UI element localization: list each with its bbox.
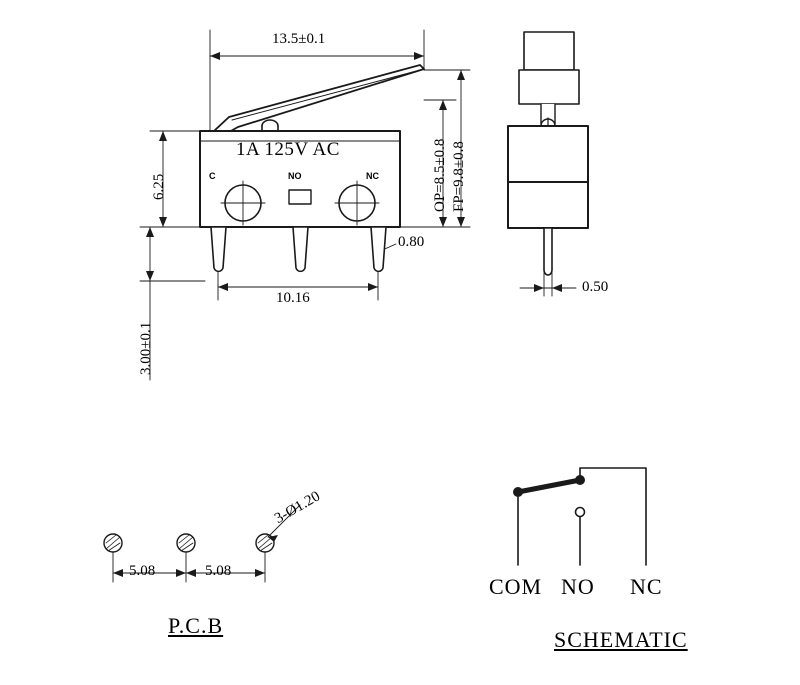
dim-op-height: OP=8.5±0.8 <box>432 138 448 212</box>
pcb-hole-note: 3-Ø1.20 <box>272 488 323 527</box>
schematic-view <box>513 468 646 565</box>
terminal-marking-nc: NC <box>366 171 379 181</box>
schematic-label-no: NO <box>561 574 595 599</box>
pcb-dim-1: 5.08 <box>129 563 156 579</box>
dim-pin-length: 3.00±0.1 <box>138 321 154 375</box>
pcb-dim-2: 5.08 <box>205 563 232 579</box>
rating-text: 1A 125V AC <box>236 139 340 160</box>
pcb-hole-2 <box>177 534 195 552</box>
pcb-hole-1 <box>104 534 122 552</box>
front-view-pins <box>211 227 386 271</box>
dim-pin-thickness: 0.80 <box>398 234 425 250</box>
front-view-lever <box>214 65 424 136</box>
dim-body-height: 6.25 <box>151 173 167 200</box>
schematic-caption: SCHEMATIC <box>554 627 688 652</box>
schematic-no-contact <box>576 508 585 517</box>
dim-side-pin-width: 0.50 <box>582 279 609 295</box>
schematic-label-com: COM <box>489 574 543 599</box>
schematic-label-nc: NC <box>630 574 663 599</box>
terminal-marking-c: C <box>209 171 216 181</box>
side-view <box>508 32 588 296</box>
front-view-center-slot <box>289 190 311 204</box>
dim-pin-pitch: 10.16 <box>276 290 310 306</box>
terminal-marking-no: NO <box>288 171 302 181</box>
dim-overall-length: 13.5±0.1 <box>272 31 326 47</box>
dim-fp-height: FP=9.8±0.8 <box>451 141 467 212</box>
pcb-caption: P.C.B <box>168 613 224 638</box>
